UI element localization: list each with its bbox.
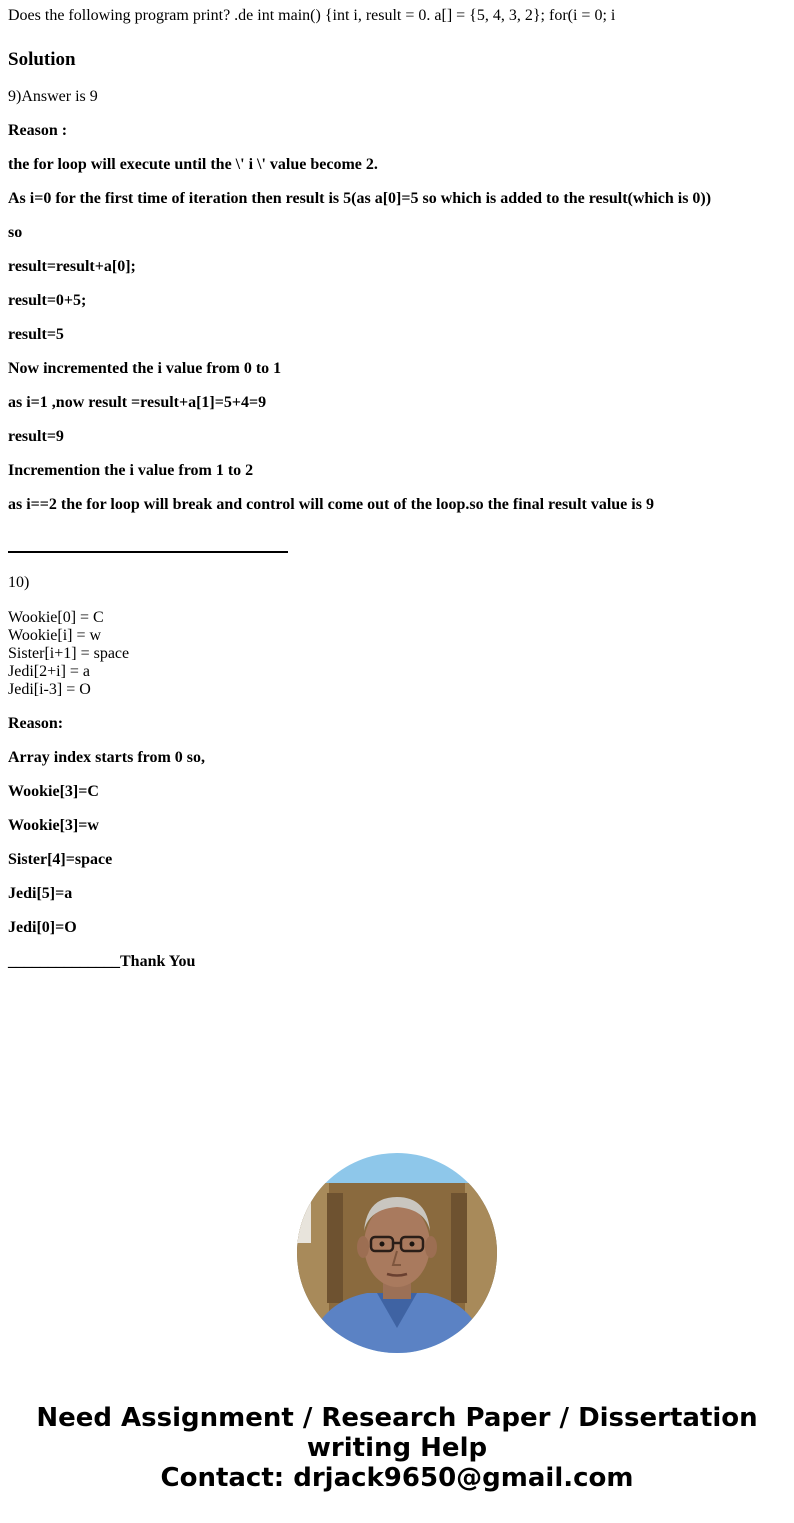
reason-label-9: Reason :: [8, 122, 68, 139]
answer-line: Wookie[0] = C: [8, 609, 104, 626]
explanation-line: Now incremented the i value from 0 to 1: [8, 360, 282, 377]
answer-line: Wookie[i] = w: [8, 627, 102, 644]
answer-list-10: [8, 609, 786, 699]
question-text: Does the following program print? .de int main() {int i, result = 0. a[] = {5, 4, 3, 2}; for(i = 0; i: [8, 7, 616, 24]
explanation-line: so: [8, 224, 23, 241]
part-10-label: 10): [8, 574, 30, 591]
explanation-line: as i==2 the for loop will break and control will come out of the loop.so the final result value is 9: [8, 496, 654, 513]
banner-contact-line: Contact: drjack9650@gmail.com: [160, 1463, 634, 1493]
solution-heading: Solution: [8, 49, 76, 70]
author-portrait-image: [297, 1153, 497, 1353]
explanation-line: result=9: [8, 428, 64, 445]
reason-line: Jedi[0]=O: [8, 919, 77, 936]
explanation-line: result=0+5;: [8, 292, 87, 309]
answer-line: Jedi[i-3] = O: [8, 681, 91, 698]
reason-line: Wookie[3]=C: [8, 783, 99, 800]
explanation-line: as i=1 ,now result =result+a[1]=5+4=9: [8, 394, 267, 411]
answer-line: Sister[i+1] = space: [8, 645, 130, 662]
reason-line: Array index starts from 0 so,: [8, 749, 206, 766]
banner-line-2: writing Help: [306, 1433, 488, 1463]
explanation-line: result=5: [8, 326, 64, 343]
author-avatar: [297, 1153, 497, 1353]
explanation-line: Incremention the i value from 1 to 2: [8, 462, 254, 479]
banner-line-1: Need Assignment / Research Paper / Dissertation: [36, 1403, 758, 1433]
reason-line: Jedi[5]=a: [8, 885, 73, 902]
divider: [8, 551, 288, 553]
explanation-line: result=result+a[0];: [8, 258, 136, 275]
contact-banner: [0, 1403, 794, 1493]
thank-you-line: ______________Thank You: [8, 953, 196, 970]
reason-line: Wookie[3]=w: [8, 817, 99, 834]
explanation-line: the for loop will execute until the \' i \' value become 2.: [8, 156, 378, 173]
answer-9: 9)Answer is 9: [8, 88, 98, 105]
answer-line: Jedi[2+i] = a: [8, 663, 91, 680]
document-content: [8, 0, 786, 971]
reason-label-10: Reason:: [8, 715, 64, 732]
explanation-line: As i=0 for the first time of iteration then result is 5(as a[0]=5 so which is added to the result(which is 0)): [8, 190, 712, 207]
reason-line: Sister[4]=space: [8, 851, 113, 868]
